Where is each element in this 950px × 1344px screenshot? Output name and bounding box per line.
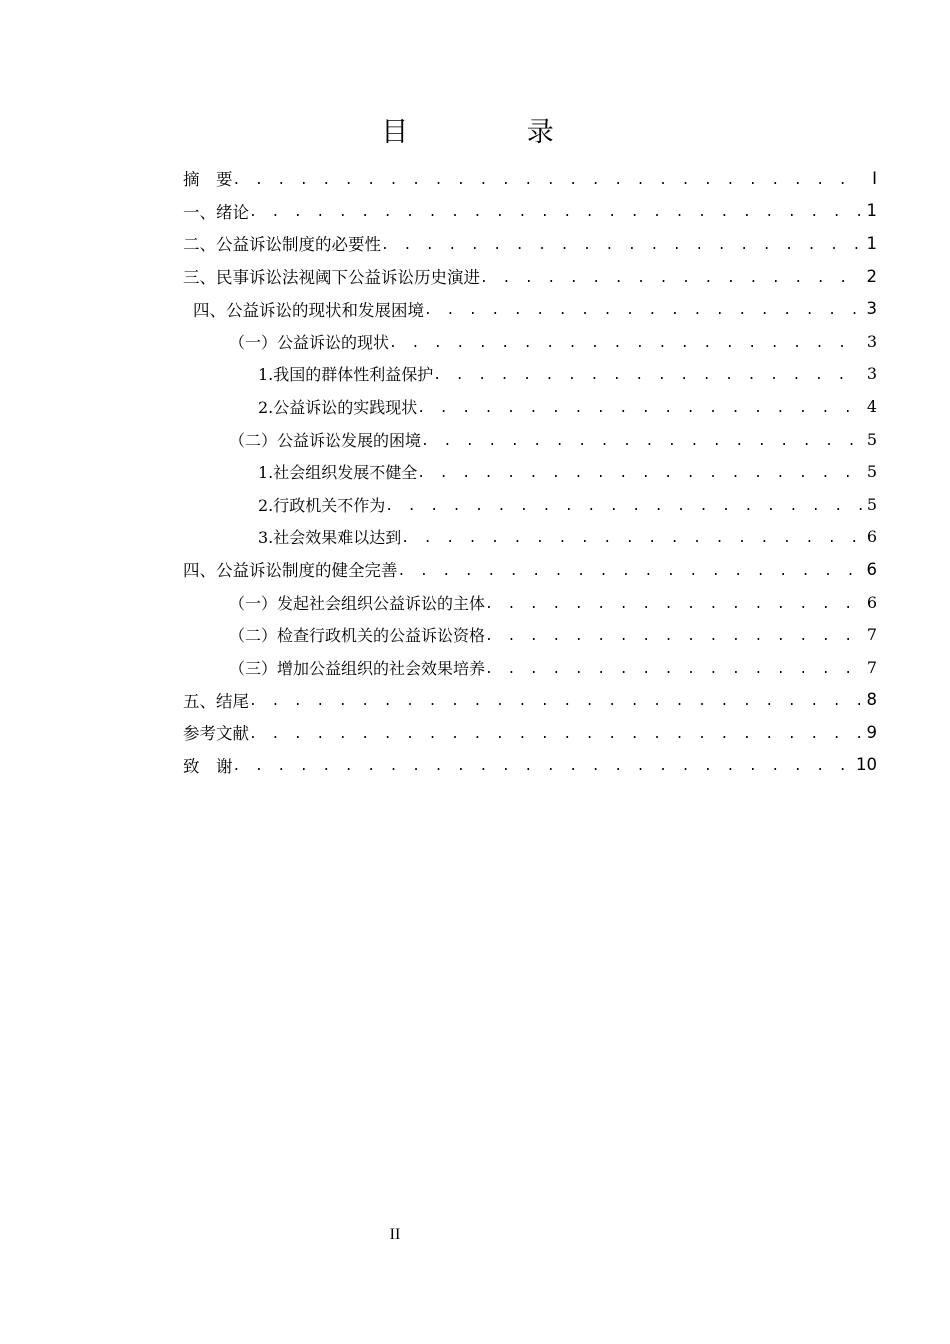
toc-leader-dots	[485, 597, 863, 612]
toc-entry-label: （一）公益诉讼的现状	[229, 332, 390, 352]
toc-entry-page: 5	[866, 462, 877, 482]
toc-entry-label: 1.社会组织发展不健全	[258, 463, 418, 483]
toc-entry-label: （一）发起社会组织公益诉讼的主体	[229, 593, 486, 613]
page-title: 目 录	[381, 117, 609, 148]
toc-entry-label: 一、绪论	[183, 202, 249, 222]
toc-entry[interactable]	[183, 521, 877, 554]
toc-entry[interactable]	[183, 325, 877, 358]
toc-entry[interactable]	[183, 162, 877, 195]
toc-leader-dots	[249, 205, 863, 220]
toc-entry-page: 1	[866, 233, 877, 253]
toc-entry-page: 5	[866, 429, 877, 449]
toc-leader-dots	[385, 499, 863, 514]
toc-entry[interactable]	[183, 684, 877, 717]
toc-entry-page: I	[872, 168, 877, 188]
table-of-contents	[183, 162, 877, 781]
toc-entry[interactable]	[183, 358, 877, 391]
toc-entry[interactable]	[183, 586, 877, 619]
toc-leader-dots	[433, 368, 863, 383]
toc-leader-dots	[249, 694, 863, 709]
toc-entry-page: 6	[866, 592, 877, 612]
toc-entry-label: 1.我国的群体性利益保护	[258, 365, 434, 385]
toc-entry-label: 二、公益诉讼制度的必要性	[183, 235, 381, 255]
toc-leader-dots	[401, 531, 863, 546]
toc-leader-dots	[480, 271, 863, 286]
toc-entry[interactable]	[183, 455, 877, 488]
toc-entry[interactable]	[183, 390, 877, 423]
toc-leader-dots	[381, 238, 863, 253]
toc-entry-page: 1	[866, 201, 877, 221]
toc-entry-page: 8	[866, 690, 877, 710]
toc-leader-dots	[421, 434, 863, 449]
toc-entry[interactable]	[183, 749, 877, 782]
toc-entry-page: 4	[866, 396, 877, 416]
toc-entry-page: 6	[866, 559, 877, 579]
toc-entry[interactable]	[183, 195, 877, 228]
toc-entry[interactable]	[183, 651, 877, 684]
toc-leader-dots	[485, 662, 863, 677]
toc-entry-label: 五、结尾	[183, 691, 249, 711]
toc-leader-dots	[417, 401, 863, 416]
toc-entry-label: （二）检查行政机关的公益诉讼资格	[229, 626, 486, 646]
toc-entry-label: 四、公益诉讼的现状和发展困境	[193, 300, 424, 320]
toc-entry-page: 3	[866, 299, 877, 319]
toc-entry[interactable]	[183, 716, 877, 749]
toc-entry-label: （二）公益诉讼发展的困境	[229, 430, 422, 450]
toc-leader-dots	[424, 303, 863, 318]
toc-entry-label: 3.社会效果难以达到	[258, 528, 402, 548]
toc-entry-page: 6	[866, 527, 877, 547]
toc-entry-page: 3	[866, 331, 877, 351]
toc-leader-dots	[233, 759, 853, 774]
toc-entry[interactable]	[183, 553, 877, 586]
toc-leader-dots	[389, 336, 863, 351]
toc-entry-page: 3	[866, 364, 877, 384]
toc-entry[interactable]	[183, 260, 877, 293]
toc-entry-page: 7	[866, 657, 877, 677]
toc-entry-page: 7	[866, 625, 877, 645]
toc-leader-dots	[485, 629, 863, 644]
toc-entry-label: 致 谢	[183, 756, 233, 776]
toc-entry-page: 10	[856, 755, 877, 775]
toc-entry-page: 5	[866, 494, 877, 514]
toc-entry-label: 四、公益诉讼制度的健全完善	[183, 561, 398, 581]
toc-entry-label: 2.行政机关不作为	[258, 495, 386, 515]
footer-page-number: II	[389, 1226, 401, 1243]
toc-leader-dots	[398, 564, 863, 579]
toc-leader-dots	[249, 727, 863, 742]
toc-entry[interactable]	[183, 488, 877, 521]
toc-entry-label: 三、民事诉讼法视阈下公益诉讼历史演进	[183, 268, 480, 288]
toc-entry[interactable]	[183, 292, 877, 325]
toc-leader-dots	[233, 173, 864, 188]
toc-entry[interactable]	[183, 618, 877, 651]
toc-entry-page: 9	[866, 722, 877, 742]
toc-entry-label: （三）增加公益组织的社会效果培养	[229, 658, 486, 678]
toc-leader-dots	[417, 466, 863, 481]
toc-entry-page: 2	[866, 266, 877, 286]
toc-entry-label: 参考文献	[183, 724, 249, 744]
toc-entry-label: 摘 要	[183, 170, 233, 190]
toc-entry[interactable]	[183, 423, 877, 456]
toc-entry[interactable]	[183, 227, 877, 260]
toc-entry-label: 2.公益诉讼的实践现状	[258, 397, 418, 417]
